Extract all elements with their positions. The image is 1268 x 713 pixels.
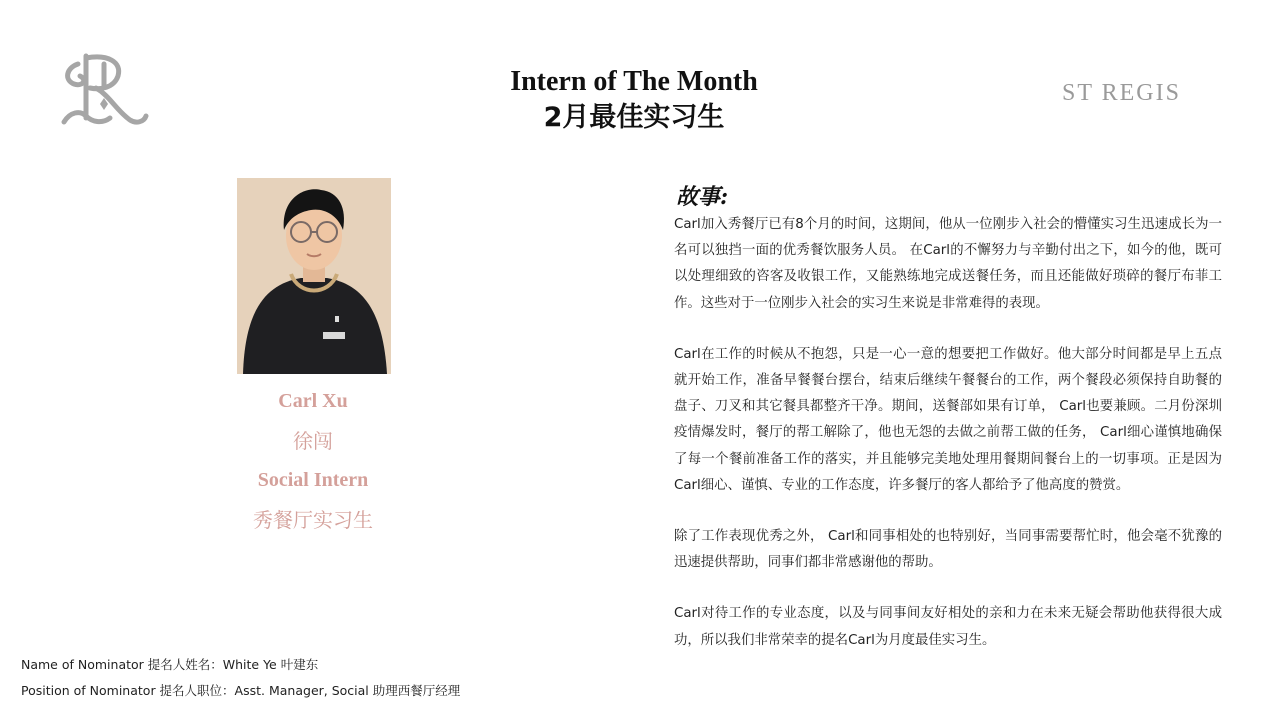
story-paragraph: Carl加入秀餐厅已有8个月的时间，这期间，他从一位刚步入社会的懵懂实习生迅速成长为一名可以独挡一面的优秀餐饮服务人员。 在Carl的不懈努力与辛勤付出之下，如今的他，既可以处理细致的咨客及收银工作，又能熟练地完成送餐任务，而且还能做好琐碎的餐厅布菲工作。这些对于一位刚步入社会的实习生来说是非常难得的表现。 bbox=[674, 217, 1222, 311]
nominee-title-en: Social Intern bbox=[257, 469, 369, 491]
story-paragraph: Carl在工作的时候从不抱怨，只是一心一意的想要把工作做好。他大部分时间都是早上五点就开始工作，准备早餐餐台摆台，结束后继续午餐餐台的工作，两个餐段必须保持自助餐的盘子、刀叉和其它餐具都整齐干净。期间，送餐部如果有订单， Carl也要兼顾。二月份深圳疫情爆发时，餐厅的帮工解除了，他也无怨的去做之前帮工做的任务， Carl细心谨慎地确保了每一个餐前准备工作的落实，并且能够完美地处理用餐期间餐台上的一切事项。正是因为Carl细心、谨慎、专业的工作态度，许多餐厅的客人都给予了他高度的赞赏。 bbox=[674, 346, 1222, 493]
nominee-title-zh: 秀餐厅实习生 bbox=[253, 507, 373, 532]
page-subtitle: 2月最佳实习生 bbox=[543, 102, 725, 133]
nominator-name: Name of Nominator 提名人姓名：White Ye 叶建东 bbox=[21, 657, 319, 672]
page-header bbox=[0, 66, 1268, 136]
story-heading: 故事: bbox=[676, 184, 729, 210]
portrait-illustration bbox=[237, 178, 391, 374]
nominee-photo bbox=[237, 178, 391, 374]
story-paragraph: 除了工作表现优秀之外， Carl和同事相处的也特别好，当同事需要帮忙时，他会毫不犹豫的迅速提供帮助，同事们都非常感谢他的帮助。 bbox=[674, 529, 1222, 571]
brand-wordmark: ST REGIS bbox=[1062, 80, 1181, 106]
nominee-name-en: Carl Xu bbox=[278, 390, 348, 412]
page-title: Intern of The Month bbox=[510, 66, 758, 97]
nominator-info bbox=[21, 652, 460, 704]
nominee-caption bbox=[213, 386, 413, 544]
nominee-name-zh: 徐闯 bbox=[293, 428, 333, 453]
story-body bbox=[674, 212, 1222, 654]
nominator-position: Position of Nominator 提名人职位：Asst. Manager, Social 助理西餐厅经理 bbox=[21, 683, 461, 698]
story-paragraph: Carl对待工作的专业态度，以及与同事间友好相处的亲和力在未来无疑会帮助他获得很大成功，所以我们非常荣幸的提名Carl为月度最佳实习生。 bbox=[674, 606, 1222, 648]
